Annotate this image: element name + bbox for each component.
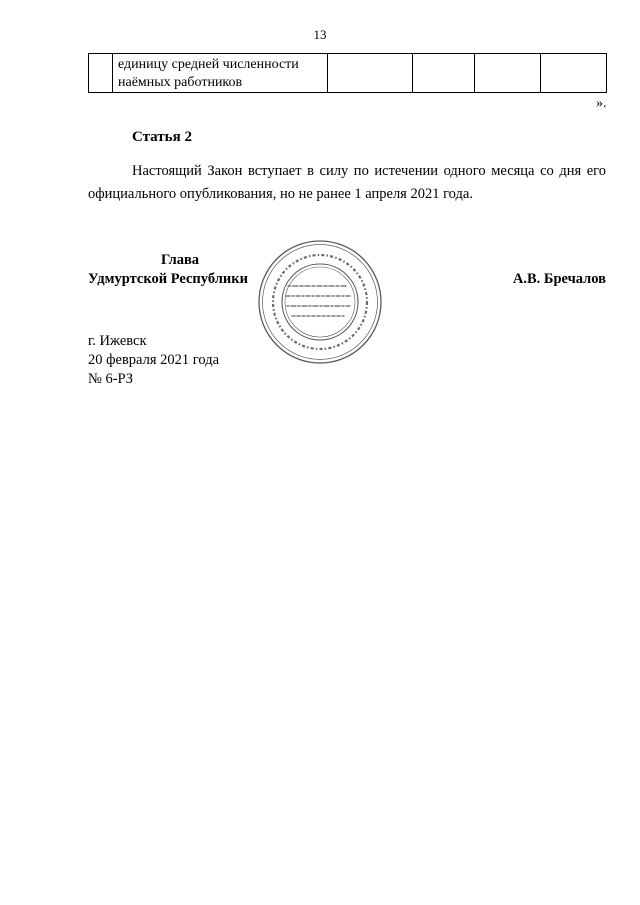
closing-quote: ». bbox=[596, 96, 607, 111]
date: 20 февраля 2021 года bbox=[88, 352, 220, 368]
signatory-name: А.В. Бречалов bbox=[512, 271, 606, 287]
place: г. Ижевск bbox=[88, 333, 147, 349]
article-paragraph-line bbox=[132, 163, 606, 180]
table-cell-line: наёмных работников bbox=[118, 75, 243, 90]
table-cell-empty bbox=[541, 54, 607, 93]
table-cell-empty bbox=[328, 54, 413, 93]
article-paragraph-line bbox=[88, 186, 473, 203]
table-row bbox=[89, 54, 607, 93]
table-cell-empty bbox=[413, 54, 475, 93]
document-number: № 6-РЗ bbox=[88, 371, 134, 387]
signatory-title: Удмуртской Республики bbox=[88, 271, 248, 287]
signatory-title: Глава bbox=[161, 252, 200, 268]
article-heading: Статья 2 bbox=[132, 129, 192, 145]
table-fragment bbox=[88, 53, 607, 93]
article-text-line: Настоящий Закон вступает в силу по истечении одного месяца со дня его bbox=[132, 163, 606, 179]
article-text-line: официального опубликования, но не ранее 1 апреля 2021 года. bbox=[88, 186, 473, 202]
table-cell-empty bbox=[89, 54, 113, 93]
table-cell-empty bbox=[475, 54, 541, 93]
official-seal-icon bbox=[256, 238, 384, 366]
table-cell-text bbox=[113, 54, 328, 93]
page-number: 13 bbox=[313, 27, 327, 42]
table-cell-line: единицу средней численности bbox=[118, 57, 299, 72]
